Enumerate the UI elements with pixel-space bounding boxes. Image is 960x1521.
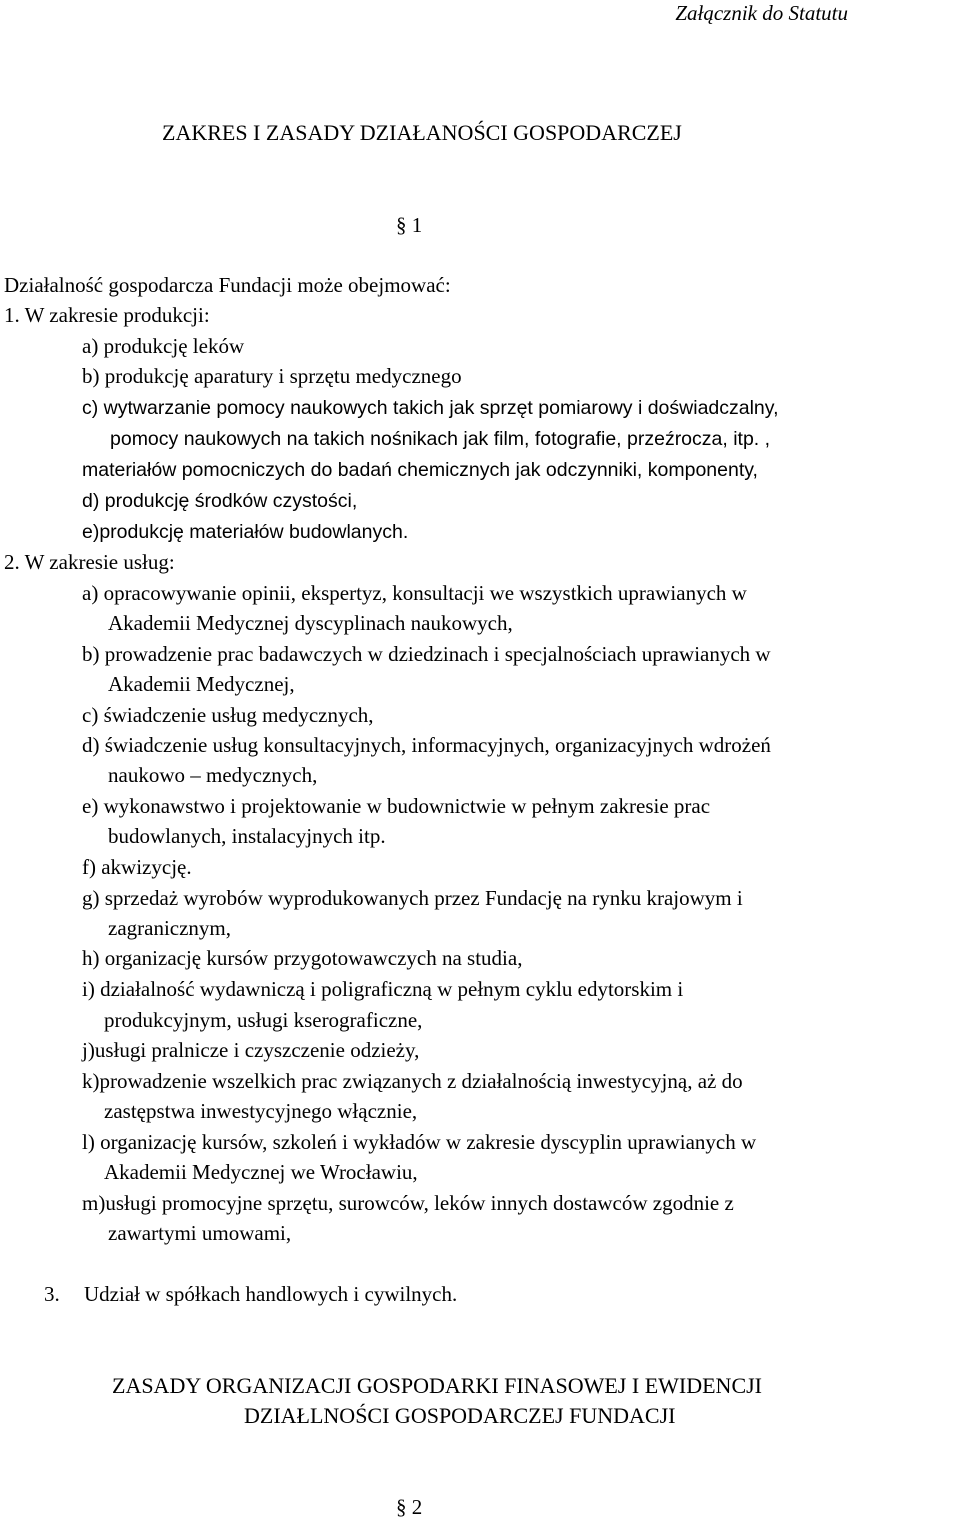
item-2-heading: 2. W zakresie usług: [4, 550, 175, 574]
item-2-line: a) opracowywanie opinii, ekspertyz, konsultacji we wszystkich uprawianych w [82, 581, 747, 605]
item-2-line: produkcyjnym, usługi kserograficzne, [104, 1008, 423, 1032]
item-2-line: Akademii Medycznej dyscyplinach naukowych, [108, 611, 513, 635]
item-3-number: 3. [44, 1282, 60, 1306]
item-2-line: g) sprzedaż wyrobów wyprodukowanych przez Fundację na rynku krajowym i [82, 886, 743, 910]
item-2-line: Akademii Medycznej we Wrocławiu, [104, 1160, 418, 1184]
document-title: ZAKRES I ZASADY DZIAŁANOŚCI GOSPODARCZEJ [162, 120, 682, 145]
item-2-line: l) organizację kursów, szkoleń i wykładów w zakresie dyscyplin uprawianych w [82, 1130, 757, 1154]
item-2-line: k)prowadzenie wszelkich prac związanych z działalnością inwestycyjną, aż do [82, 1069, 743, 1093]
section-1-intro: Działalność gospodarcza Fundacji może obejmować: [4, 273, 451, 297]
item-2-line: zastępstwa inwestycyjnego włącznie, [104, 1099, 418, 1123]
item-2-line: c) świadczenie usług medycznych, [82, 703, 374, 727]
item-2-line: m)usługi promocyjne sprzętu, surowców, leków innych dostawców zgodnie z [82, 1191, 734, 1215]
section-2-label: § 2 [396, 1495, 423, 1519]
section-2-title-line-1: ZASADY ORGANIZACJI GOSPODARKI FINASOWEJ I EWIDENCJI [112, 1373, 762, 1398]
item-1-line: pomocy naukowych na takich nośnikach jak film, fotografie, przeźrocza, itp. , [110, 428, 771, 450]
item-1-line: materiałów pomocniczych do badań chemicznych jak odczynniki, komponenty, [82, 459, 758, 481]
item-1-heading: 1. W zakresie produkcji: [4, 303, 210, 327]
item-2-line: d) świadczenie usług konsultacyjnych, informacyjnych, organizacyjnych wdrożeń [82, 733, 771, 757]
item-2-line: naukowo – medycznych, [108, 763, 318, 787]
section-1-label: § 1 [396, 213, 423, 237]
item-3-text: Udział w spółkach handlowych i cywilnych. [84, 1282, 458, 1306]
item-2-line: budowlanych, instalacyjnych itp. [108, 824, 386, 848]
item-2-line: f) akwizycję. [82, 855, 192, 879]
item-2-line: Akademii Medycznej, [108, 672, 295, 696]
item-1-line: b) produkcję aparatury i sprzętu medycznego [82, 364, 462, 388]
item-2-line: e) wykonawstwo i projektowanie w budownictwie w pełnym zakresie prac [82, 794, 711, 818]
item-2-line: h) organizację kursów przygotowawczych na studia, [82, 946, 523, 970]
item-2-line: i) działalność wydawniczą i poligraficzną w pełnym cyklu edytorskim i [82, 977, 684, 1001]
item-1-line: d) produkcję środków czystości, [82, 490, 358, 512]
item-2-line: b) prowadzenie prac badawczych w dziedzinach i specjalnościach uprawianych w [82, 642, 771, 666]
item-1-line: e)produkcję materiałów budowlanych. [82, 521, 409, 543]
item-2-line: zawartymi umowami, [108, 1221, 292, 1245]
item-1-line: c) wytwarzanie pomocy naukowych takich jak sprzęt pomiarowy i doświadczalny, [82, 397, 779, 419]
section-2-title-line-2: DZIAŁLNOŚCI GOSPODARCZEJ FUNDACJI [244, 1403, 676, 1428]
item-1-line: a) produkcję leków [82, 334, 245, 358]
item-2-line: zagranicznym, [108, 916, 232, 940]
annex-label: Załącznik do Statutu [675, 1, 848, 25]
item-2-line: j)usługi pralnicze i czyszczenie odzieży, [82, 1038, 420, 1062]
